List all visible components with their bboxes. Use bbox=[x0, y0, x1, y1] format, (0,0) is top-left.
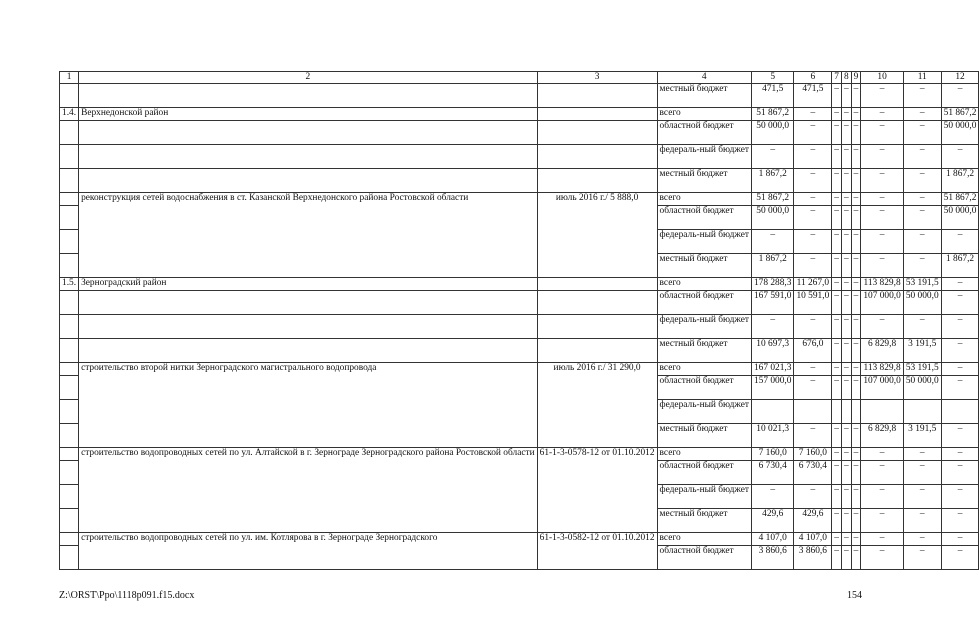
table-cell bbox=[60, 448, 79, 461]
table-cell: 61-1-3-0582-12 от 01.10.2012 bbox=[537, 533, 657, 570]
table-cell: – bbox=[851, 461, 861, 485]
column-header-9: 9 bbox=[851, 72, 861, 84]
table-cell: – bbox=[832, 278, 842, 291]
table-cell: – bbox=[903, 230, 941, 254]
column-header-7: 7 bbox=[832, 72, 842, 84]
column-header-6: 6 bbox=[794, 72, 832, 84]
table-cell: – bbox=[941, 461, 979, 485]
table-cell: областной бюджет bbox=[657, 206, 751, 230]
table-cell: федераль-ный бюджет bbox=[657, 485, 751, 509]
table-cell: – bbox=[903, 315, 941, 339]
table-cell: – bbox=[832, 339, 842, 363]
table-cell: 1 867,2 bbox=[941, 254, 979, 278]
table-cell: – bbox=[941, 315, 979, 339]
table-cell: – bbox=[903, 206, 941, 230]
table-cell: 4 107,0 bbox=[794, 533, 832, 546]
table-cell: 471,5 bbox=[794, 84, 832, 108]
table-cell: – bbox=[832, 254, 842, 278]
table-cell: 1 867,2 bbox=[941, 169, 979, 193]
table-cell bbox=[903, 400, 941, 424]
table-row bbox=[60, 339, 979, 363]
table-cell: 676,0 bbox=[794, 339, 832, 363]
table-cell: – bbox=[794, 230, 832, 254]
table-cell: – bbox=[851, 169, 861, 193]
table-cell: – bbox=[861, 169, 904, 193]
table-cell: – bbox=[794, 169, 832, 193]
table-cell: строительство водопроводных сетей по ул. Алтайской в г. Зернограде Зерноградского района Ростовской области bbox=[79, 448, 538, 533]
table-cell: – bbox=[941, 424, 979, 448]
table-cell: всего bbox=[657, 278, 751, 291]
table-cell: – bbox=[941, 339, 979, 363]
table-cell bbox=[60, 339, 79, 363]
table-cell: – bbox=[794, 376, 832, 400]
table-cell: – bbox=[841, 230, 851, 254]
table-cell: июль 2016 г./ 31 290,0 bbox=[537, 363, 657, 448]
table-cell: – bbox=[861, 448, 904, 461]
table-cell: – bbox=[841, 291, 851, 315]
table-cell: – bbox=[841, 278, 851, 291]
table-cell bbox=[60, 363, 79, 376]
table-cell: 1 867,2 bbox=[751, 254, 794, 278]
table-cell: 51 867,2 bbox=[751, 193, 794, 206]
table-cell: – bbox=[903, 254, 941, 278]
table-cell bbox=[794, 400, 832, 424]
table-cell: – bbox=[941, 509, 979, 533]
table-cell: 3 860,6 bbox=[794, 546, 832, 570]
table-cell: 53 191,5 bbox=[903, 278, 941, 291]
table-cell: 6 829,8 bbox=[861, 424, 904, 448]
table-cell: – bbox=[841, 509, 851, 533]
table-cell: – bbox=[851, 278, 861, 291]
table-cell: – bbox=[832, 363, 842, 376]
table-cell: Зерноградский район bbox=[79, 278, 538, 291]
table-cell bbox=[851, 400, 861, 424]
table-cell: – bbox=[861, 121, 904, 145]
table-cell: 6 730,4 bbox=[794, 461, 832, 485]
table-cell: 10 697,3 bbox=[751, 339, 794, 363]
table-cell: 167 021,3 bbox=[751, 363, 794, 376]
table-cell: – bbox=[861, 461, 904, 485]
table-cell: – bbox=[794, 145, 832, 169]
table-cell: 61-1-3-0578-12 от 01.10.2012 bbox=[537, 448, 657, 533]
table-cell bbox=[60, 400, 79, 424]
table-cell: – bbox=[851, 448, 861, 461]
table-cell: – bbox=[851, 254, 861, 278]
table-cell bbox=[60, 206, 79, 230]
table-cell: – bbox=[941, 363, 979, 376]
page-number: 154 bbox=[847, 590, 862, 601]
table-cell bbox=[861, 400, 904, 424]
table-cell: местный бюджет bbox=[657, 424, 751, 448]
table-cell: – bbox=[841, 108, 851, 121]
table-cell: 471,5 bbox=[751, 84, 794, 108]
table-cell: – bbox=[841, 424, 851, 448]
table-cell bbox=[537, 145, 657, 169]
table-cell bbox=[60, 533, 79, 546]
table-cell: – bbox=[841, 254, 851, 278]
table-row bbox=[60, 145, 979, 169]
table-cell: – bbox=[851, 533, 861, 546]
table-cell: местный бюджет bbox=[657, 84, 751, 108]
table-cell bbox=[60, 461, 79, 485]
table-cell bbox=[60, 169, 79, 193]
table-cell bbox=[60, 424, 79, 448]
table-cell: 51 867,2 bbox=[941, 108, 979, 121]
table-cell: Верхнедонской район bbox=[79, 108, 538, 121]
table-cell: – bbox=[794, 485, 832, 509]
table-row bbox=[60, 363, 979, 376]
table-cell: – bbox=[751, 230, 794, 254]
table-cell: – bbox=[851, 84, 861, 108]
table-cell: – bbox=[861, 533, 904, 546]
table-cell: – bbox=[794, 424, 832, 448]
table-cell: федераль-ный бюджет bbox=[657, 230, 751, 254]
table-cell: 11 267,0 bbox=[794, 278, 832, 291]
table-cell bbox=[79, 121, 538, 145]
table-cell: – bbox=[841, 339, 851, 363]
table-cell: – bbox=[832, 84, 842, 108]
table-row bbox=[60, 278, 979, 291]
table-cell: всего bbox=[657, 108, 751, 121]
table-cell bbox=[60, 84, 79, 108]
table-cell: 178 288,3 bbox=[751, 278, 794, 291]
table-cell: 7 160,0 bbox=[794, 448, 832, 461]
table-cell: – bbox=[903, 461, 941, 485]
column-header-11: 11 bbox=[903, 72, 941, 84]
table-cell: областной бюджет bbox=[657, 121, 751, 145]
table-cell: – bbox=[832, 121, 842, 145]
table-cell: 429,6 bbox=[794, 509, 832, 533]
table-cell: – bbox=[851, 291, 861, 315]
table-cell: 3 191,5 bbox=[903, 339, 941, 363]
table-cell: 51 867,2 bbox=[751, 108, 794, 121]
table-cell: – bbox=[832, 461, 842, 485]
table-cell: – bbox=[841, 169, 851, 193]
table-cell: местный бюджет bbox=[657, 339, 751, 363]
table-cell bbox=[60, 193, 79, 206]
table-cell bbox=[79, 145, 538, 169]
table-cell: 1 867,2 bbox=[751, 169, 794, 193]
table-cell: 50 000,0 bbox=[941, 206, 979, 230]
column-header-12: 12 bbox=[941, 72, 979, 84]
table-cell: 6 829,8 bbox=[861, 339, 904, 363]
table-cell: – bbox=[861, 485, 904, 509]
table-cell: – bbox=[903, 108, 941, 121]
table-cell: – bbox=[903, 546, 941, 570]
table-cell: всего bbox=[657, 363, 751, 376]
table-cell: – bbox=[941, 145, 979, 169]
table-cell: – bbox=[841, 461, 851, 485]
table-cell: – bbox=[861, 108, 904, 121]
table-cell: строительство второй нитки Зерноградского магистрального водопровода bbox=[79, 363, 538, 448]
table-cell bbox=[537, 169, 657, 193]
table-cell: – bbox=[832, 546, 842, 570]
table-cell: – bbox=[903, 145, 941, 169]
table-cell: местный бюджет bbox=[657, 169, 751, 193]
table-cell: – bbox=[751, 145, 794, 169]
table-cell: – bbox=[794, 254, 832, 278]
table-cell bbox=[832, 400, 842, 424]
table-cell: 50 000,0 bbox=[941, 121, 979, 145]
table-cell: 7 160,0 bbox=[751, 448, 794, 461]
table-cell bbox=[79, 339, 538, 363]
table-cell bbox=[537, 108, 657, 121]
table-cell: – bbox=[941, 291, 979, 315]
table-cell bbox=[79, 84, 538, 108]
table-cell bbox=[79, 315, 538, 339]
table-cell: – bbox=[941, 546, 979, 570]
table-cell: всего bbox=[657, 533, 751, 546]
table-cell: – bbox=[832, 169, 842, 193]
table-cell bbox=[60, 291, 79, 315]
table-cell: 50 000,0 bbox=[903, 376, 941, 400]
table-cell bbox=[60, 485, 79, 509]
table-cell: 51 867,2 bbox=[941, 193, 979, 206]
table-cell: – bbox=[832, 145, 842, 169]
table-cell: – bbox=[861, 206, 904, 230]
table-cell: – bbox=[832, 509, 842, 533]
table-cell: – bbox=[832, 206, 842, 230]
table-row bbox=[60, 121, 979, 145]
table-cell: федераль-ный бюджет bbox=[657, 315, 751, 339]
table-row bbox=[60, 193, 979, 206]
table-cell: федераль-ный бюджет bbox=[657, 400, 751, 424]
table-cell: – bbox=[861, 145, 904, 169]
table-cell: – bbox=[851, 363, 861, 376]
table-cell bbox=[60, 546, 79, 570]
table-cell: – bbox=[841, 145, 851, 169]
table-cell: – bbox=[941, 230, 979, 254]
table-cell: 3 860,6 bbox=[751, 546, 794, 570]
column-header-2: 2 bbox=[79, 72, 538, 84]
table-cell: – bbox=[941, 376, 979, 400]
table-cell: – bbox=[851, 145, 861, 169]
table-cell: – bbox=[841, 315, 851, 339]
table-cell: 113 829,8 bbox=[861, 278, 904, 291]
table-cell: 157 000,0 bbox=[751, 376, 794, 400]
table-cell: – bbox=[832, 230, 842, 254]
table-row bbox=[60, 448, 979, 461]
table-cell: 4 107,0 bbox=[751, 533, 794, 546]
table-cell bbox=[60, 376, 79, 400]
table-cell bbox=[60, 230, 79, 254]
table-cell: июль 2016 г./ 5 888,0 bbox=[537, 193, 657, 278]
table-cell: всего bbox=[657, 193, 751, 206]
table-cell bbox=[60, 145, 79, 169]
table-cell: – bbox=[903, 169, 941, 193]
table-cell: – bbox=[861, 84, 904, 108]
table-cell: – bbox=[832, 291, 842, 315]
table-cell: – bbox=[861, 230, 904, 254]
table-cell: 107 000,0 bbox=[861, 291, 904, 315]
table-cell: – bbox=[861, 193, 904, 206]
table-cell: – bbox=[941, 485, 979, 509]
table-cell: – bbox=[794, 315, 832, 339]
table-cell: – bbox=[903, 533, 941, 546]
table-row bbox=[60, 169, 979, 193]
table-cell: 50 000,0 bbox=[903, 291, 941, 315]
table-cell: – bbox=[841, 193, 851, 206]
table-cell: – bbox=[851, 424, 861, 448]
table-cell: – bbox=[851, 339, 861, 363]
table-row bbox=[60, 291, 979, 315]
table-cell: – bbox=[861, 509, 904, 533]
table-cell: местный бюджет bbox=[657, 509, 751, 533]
table-cell: строительство водопроводных сетей по ул. им. Котлярова в г. Зернограде Зерноградского bbox=[79, 533, 538, 570]
table-cell: – bbox=[941, 278, 979, 291]
table-cell: – bbox=[903, 84, 941, 108]
table-cell: – bbox=[832, 376, 842, 400]
table-cell: 6 730,4 bbox=[751, 461, 794, 485]
table-cell bbox=[60, 121, 79, 145]
table-cell: – bbox=[832, 108, 842, 121]
column-header-3: 3 bbox=[537, 72, 657, 84]
file-path: Z:\ORST\Ppo\1118p091.f15.docx bbox=[59, 590, 195, 601]
table-cell: – bbox=[851, 121, 861, 145]
table-cell bbox=[941, 400, 979, 424]
table-cell: – bbox=[841, 546, 851, 570]
table-cell: – bbox=[851, 206, 861, 230]
table-cell: – bbox=[851, 193, 861, 206]
table-cell: – bbox=[794, 363, 832, 376]
table-cell: 1.4. bbox=[60, 108, 79, 121]
column-header-4: 4 bbox=[657, 72, 751, 84]
table-cell: – bbox=[841, 121, 851, 145]
table-cell: – bbox=[832, 315, 842, 339]
table-cell: – bbox=[751, 315, 794, 339]
table-cell bbox=[537, 315, 657, 339]
table-cell: 429,6 bbox=[751, 509, 794, 533]
table-cell: – bbox=[861, 546, 904, 570]
table-cell: 107 000,0 bbox=[861, 376, 904, 400]
table-cell: – bbox=[861, 315, 904, 339]
table-cell: – bbox=[794, 206, 832, 230]
table-cell: 1.5. bbox=[60, 278, 79, 291]
table-cell: – bbox=[941, 533, 979, 546]
table-row bbox=[60, 533, 979, 546]
table-row bbox=[60, 315, 979, 339]
table-cell: – bbox=[851, 230, 861, 254]
table-cell: – bbox=[841, 448, 851, 461]
column-header-10: 10 bbox=[861, 72, 904, 84]
table-cell bbox=[537, 278, 657, 291]
table-cell: областной бюджет bbox=[657, 291, 751, 315]
header-row bbox=[60, 72, 979, 84]
table-cell: – bbox=[841, 84, 851, 108]
table-cell: – bbox=[903, 121, 941, 145]
table-cell bbox=[537, 121, 657, 145]
table-cell: – bbox=[841, 376, 851, 400]
table-cell: реконструкция сетей водоснабжения в ст. Казанской Верхнедонского района Ростовской области bbox=[79, 193, 538, 278]
table-cell bbox=[537, 84, 657, 108]
table-cell: – bbox=[903, 448, 941, 461]
table-cell: местный бюджет bbox=[657, 254, 751, 278]
table-cell: 10 591,0 bbox=[794, 291, 832, 315]
table-cell bbox=[79, 169, 538, 193]
table-cell bbox=[79, 291, 538, 315]
table-cell: – bbox=[832, 448, 842, 461]
table-row bbox=[60, 84, 979, 108]
table-cell: – bbox=[794, 193, 832, 206]
table-cell bbox=[751, 400, 794, 424]
table-cell: – bbox=[841, 206, 851, 230]
table-cell: – bbox=[851, 485, 861, 509]
table-cell: – bbox=[794, 121, 832, 145]
table-cell: – bbox=[941, 84, 979, 108]
table-cell: 10 021,3 bbox=[751, 424, 794, 448]
table-cell: – bbox=[841, 363, 851, 376]
table-cell: – bbox=[832, 193, 842, 206]
table-cell: – bbox=[903, 485, 941, 509]
table-cell: всего bbox=[657, 448, 751, 461]
table-cell: областной бюджет bbox=[657, 376, 751, 400]
table-cell bbox=[537, 291, 657, 315]
table-cell: 53 191,5 bbox=[903, 363, 941, 376]
table-cell: – bbox=[832, 424, 842, 448]
table-row bbox=[60, 108, 979, 121]
table-cell: областной бюджет bbox=[657, 461, 751, 485]
table-cell bbox=[841, 400, 851, 424]
table-cell bbox=[537, 339, 657, 363]
table-cell: – bbox=[832, 485, 842, 509]
table-cell: – bbox=[841, 485, 851, 509]
table-cell: – bbox=[903, 193, 941, 206]
table-cell: областной бюджет bbox=[657, 546, 751, 570]
table-cell: – bbox=[851, 546, 861, 570]
table-cell: – bbox=[832, 533, 842, 546]
column-header-8: 8 bbox=[841, 72, 851, 84]
table-cell: 3 191,5 bbox=[903, 424, 941, 448]
table-cell: 113 829,8 bbox=[861, 363, 904, 376]
table-cell: – bbox=[851, 509, 861, 533]
table-cell: – bbox=[841, 533, 851, 546]
table-cell: 167 591,0 bbox=[751, 291, 794, 315]
table-cell: – bbox=[903, 509, 941, 533]
table-cell: – bbox=[851, 108, 861, 121]
table-cell: – bbox=[851, 376, 861, 400]
table-cell bbox=[60, 315, 79, 339]
table-cell bbox=[60, 254, 79, 278]
table-cell: федераль-ный бюджет bbox=[657, 145, 751, 169]
table-cell: – bbox=[941, 448, 979, 461]
column-header-1: 1 bbox=[60, 72, 79, 84]
table-cell: – bbox=[751, 485, 794, 509]
table-cell: – bbox=[851, 315, 861, 339]
column-header-5: 5 bbox=[751, 72, 794, 84]
table-cell: – bbox=[794, 108, 832, 121]
table-cell: 50 000,0 bbox=[751, 121, 794, 145]
table-cell: – bbox=[861, 254, 904, 278]
table-cell: 50 000,0 bbox=[751, 206, 794, 230]
budget-table bbox=[59, 71, 979, 570]
table-cell bbox=[60, 509, 79, 533]
